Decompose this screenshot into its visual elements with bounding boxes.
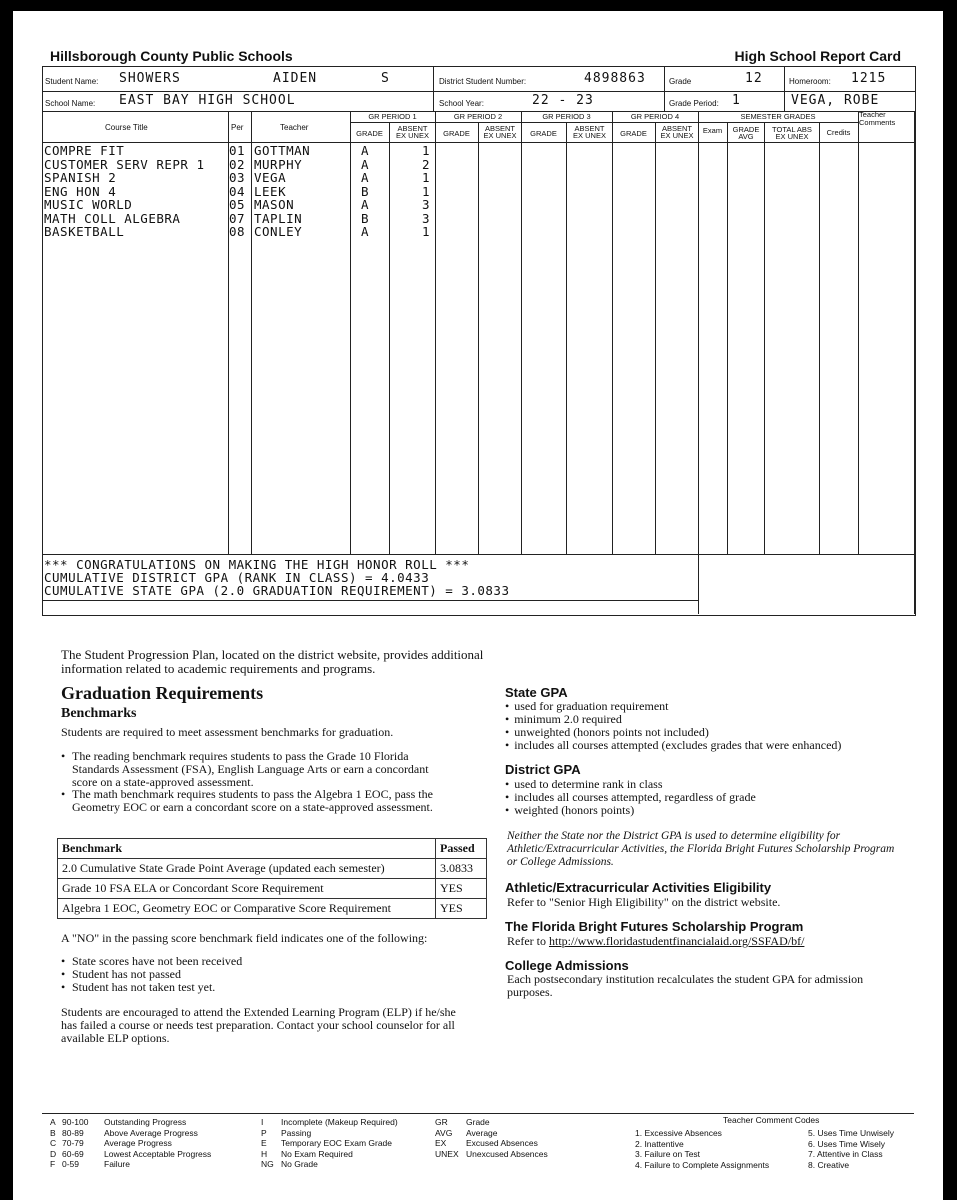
course-title: MATH COLL ALGEBRA bbox=[44, 210, 181, 226]
comment-code: 3. Failure on Test bbox=[635, 1149, 701, 1159]
no-bullet-dot-2: • bbox=[61, 967, 66, 981]
legend-row bbox=[435, 1117, 576, 1128]
comment-code: 1. Excessive Absences bbox=[635, 1128, 722, 1138]
mark-codes-legend bbox=[261, 1117, 431, 1170]
list-item-text: minimum 2.0 required bbox=[514, 712, 622, 726]
course-title: SPANISH 2 bbox=[44, 170, 117, 185]
legend-row bbox=[435, 1138, 576, 1149]
comment-code: 6. Uses Time Wisely bbox=[808, 1138, 885, 1149]
p1-exunex-header: EX UNEX bbox=[396, 131, 429, 140]
benchmark-name: Grade 10 FSA ELA or Concordant Score Requirement bbox=[58, 879, 436, 899]
list-item bbox=[505, 804, 756, 817]
homeroom-teacher-value: VEGA, ROBE bbox=[791, 93, 880, 108]
legend-code: E bbox=[261, 1138, 267, 1148]
grade-label: Grade bbox=[669, 77, 692, 86]
legend-range: 60-69 bbox=[62, 1148, 84, 1159]
p3-exunex-header: EX UNEX bbox=[573, 131, 606, 140]
legend-code: A bbox=[50, 1117, 56, 1127]
p4-grade-header: GRADE bbox=[620, 129, 647, 138]
legend-desc: Grade bbox=[466, 1117, 490, 1127]
school-year-value: 22 - 23 bbox=[532, 93, 594, 108]
legend-code: I bbox=[261, 1117, 264, 1127]
legend-row bbox=[261, 1138, 431, 1149]
student-name-label: Student Name: bbox=[45, 77, 99, 86]
legend-row bbox=[261, 1128, 431, 1139]
course-period: 05 bbox=[229, 197, 246, 212]
dsn-label: District Student Number: bbox=[439, 77, 527, 86]
state-gpa-title: State GPA bbox=[505, 685, 568, 700]
legend-code: AVG bbox=[435, 1127, 453, 1138]
gr-period-2-header: GR PERIOD 2 bbox=[453, 112, 503, 121]
legend-range: 80-89 bbox=[62, 1127, 84, 1138]
course-unexcused-p1: 1 bbox=[422, 183, 431, 199]
legend-desc: Temporary EOC Exam Grade bbox=[281, 1138, 393, 1148]
comment-code: 7. Attentive in Class bbox=[808, 1149, 883, 1159]
legend-row bbox=[261, 1159, 431, 1170]
athletic-eligibility-text: Refer to "Senior High Eligibility" on the district website. bbox=[507, 895, 781, 909]
benchmark-passed: 3.0833 bbox=[436, 859, 487, 879]
legend-row bbox=[50, 1159, 244, 1170]
legend-row bbox=[50, 1117, 244, 1128]
benchmark-passed: YES bbox=[436, 899, 487, 919]
athletic-eligibility-title: Athletic/Extracurricular Activities Eligibility bbox=[505, 880, 772, 895]
no-bullet-dot-1: • bbox=[61, 954, 66, 968]
school-name-value: EAST BAY HIGH SCHOOL bbox=[119, 93, 296, 108]
bench-bullet-dot-1: • bbox=[61, 749, 66, 763]
course-teacher: LEEK bbox=[254, 183, 287, 199]
course-title: CUSTOMER SERV REPR 1 bbox=[44, 156, 205, 172]
course-title-header: Course Title bbox=[105, 123, 148, 132]
legend-code: P bbox=[261, 1127, 267, 1138]
bullet-dot: • bbox=[505, 777, 510, 791]
legend-code: F bbox=[50, 1159, 56, 1169]
course-unexcused-p1: 2 bbox=[422, 156, 431, 172]
legend-range: 90-100 bbox=[62, 1117, 89, 1127]
benchmark-passed: YES bbox=[436, 879, 487, 899]
course-teacher: VEGA bbox=[254, 170, 287, 185]
course-title: COMPRE FIT bbox=[44, 143, 125, 158]
district-gpa-list bbox=[505, 778, 756, 817]
legend-row bbox=[50, 1128, 244, 1139]
comment-codes-left bbox=[635, 1128, 769, 1170]
bench-bullet-2: The math benchmark requires students to pass the Algebra 1 EOC, pass the Geometry EOC or earn a concordant score on a state-approved assessment. bbox=[72, 787, 433, 814]
table-row bbox=[58, 899, 487, 919]
grade-period-label: Grade Period: bbox=[669, 99, 719, 108]
legend-desc: No Grade bbox=[281, 1159, 318, 1169]
bullet-dot: • bbox=[505, 790, 510, 804]
comment-codes-right bbox=[808, 1128, 894, 1170]
benchmark-name: Algebra 1 EOC, Geometry EOC or Comparative Score Requirement bbox=[58, 899, 436, 919]
homeroom-value: 1215 bbox=[851, 71, 887, 86]
p2-exunex-header: EX UNEX bbox=[483, 131, 517, 140]
bright-futures-prefix: Refer to bbox=[507, 934, 549, 948]
no-bullet-3: Student has not taken test yet. bbox=[72, 980, 216, 994]
honor-roll-message: *** CONGRATULATIONS ON MAKING THE HIGH HONOR ROLL *** bbox=[44, 557, 470, 572]
p1-grade-header: GRADE bbox=[356, 129, 383, 138]
course-teacher: CONLEY bbox=[254, 224, 303, 239]
school-name-label: School Name: bbox=[45, 99, 96, 108]
course-unexcused-p1: 3 bbox=[422, 197, 431, 212]
legend-desc: Above Average Progress bbox=[104, 1127, 198, 1138]
district-title: Hillsborough County Public Schools bbox=[50, 48, 293, 64]
legend-desc: Average bbox=[466, 1127, 498, 1138]
legend-desc: Failure bbox=[104, 1159, 130, 1169]
comment-code: 8. Creative bbox=[808, 1159, 850, 1170]
course-grade-p1: A bbox=[361, 197, 370, 212]
no-indicates-text: A "NO" in the passing score benchmark field indicates one of the following: bbox=[61, 931, 428, 945]
school-year-label: School Year: bbox=[439, 99, 484, 108]
course-teacher: MURPHY bbox=[254, 156, 303, 172]
legend-desc: Lowest Acceptable Progress bbox=[104, 1148, 212, 1159]
total-exunex-header: EX UNEX bbox=[775, 132, 809, 141]
legend-row bbox=[261, 1117, 431, 1128]
no-bullet-2: Student has not passed bbox=[72, 967, 181, 981]
legend-row bbox=[435, 1128, 576, 1139]
bench-bullet-1: The reading benchmark requires students to pass the Grade 10 Florida Standards Assessment (FSA), English Language Arts or earn a concordant score on a state-approved assessment. bbox=[72, 749, 429, 789]
comment-code: 2. Inattentive bbox=[635, 1138, 684, 1149]
gr-period-1-header: GR PERIOD 1 bbox=[368, 112, 417, 121]
course-grade-p1: A bbox=[361, 170, 370, 185]
student-middle-initial: S bbox=[381, 71, 390, 86]
course-period: 02 bbox=[229, 156, 246, 172]
legend-range: 70-79 bbox=[62, 1138, 84, 1148]
legend-desc: Average Progress bbox=[104, 1138, 172, 1148]
grade-value: 12 bbox=[745, 71, 763, 86]
course-title: MUSIC WORLD bbox=[44, 197, 133, 212]
legend-code: B bbox=[50, 1127, 56, 1138]
course-unexcused-p1: 1 bbox=[422, 143, 431, 158]
legend-code: D bbox=[50, 1148, 57, 1159]
teacher-comment-codes-title: Teacher Comment Codes bbox=[723, 1115, 820, 1125]
course-teacher: GOTTMAN bbox=[254, 143, 311, 158]
list-item bbox=[505, 739, 841, 752]
p3-absent-header: ABSENT bbox=[574, 124, 605, 133]
legend-desc: Passing bbox=[281, 1127, 312, 1138]
teacher-header: Teacher bbox=[280, 123, 309, 132]
bullet-dot: • bbox=[505, 803, 510, 817]
p2-absent-header: ABSENT bbox=[484, 124, 515, 133]
list-item-text: used to determine rank in class bbox=[514, 777, 663, 791]
grade-avg-header: GRADE AVG bbox=[732, 125, 760, 141]
exam-header: Exam bbox=[702, 126, 723, 135]
p2-grade-header: GRADE bbox=[443, 129, 470, 138]
total-abs-header: TOTAL ABS bbox=[772, 125, 812, 134]
college-admissions-text: Each postsecondary institution recalculates the student GPA for admission purposes. bbox=[507, 972, 864, 999]
p3-grade-header: GRADE bbox=[530, 129, 557, 138]
credits-header: Credits bbox=[826, 128, 851, 137]
legend-desc: Unexcused Absences bbox=[466, 1148, 548, 1159]
bullet-dot: • bbox=[505, 699, 510, 713]
bright-futures-text bbox=[507, 934, 804, 949]
list-item-text: includes all courses attempted, regardless of grade bbox=[514, 790, 756, 804]
course-grade-p1: A bbox=[361, 156, 370, 172]
legend-row bbox=[50, 1138, 244, 1149]
list-item-text: unweighted (honors points not included) bbox=[514, 725, 709, 739]
legend-row bbox=[50, 1149, 244, 1160]
no-bullet-1: State scores have not been received bbox=[72, 954, 243, 968]
benchmarks-title: Benchmarks bbox=[61, 706, 137, 721]
course-unexcused-p1: 1 bbox=[422, 170, 431, 185]
course-grade-p1: B bbox=[361, 210, 370, 226]
report-card-page bbox=[13, 11, 943, 1200]
student-last-name: SHOWERS bbox=[119, 71, 181, 86]
dsn-value: 4898863 bbox=[584, 71, 646, 86]
course-period: 07 bbox=[229, 210, 246, 226]
teacher-comments-header: Teacher Comments bbox=[859, 110, 896, 127]
course-unexcused-p1: 3 bbox=[422, 210, 431, 226]
course-period: 08 bbox=[229, 224, 246, 239]
bright-futures-title: The Florida Bright Futures Scholarship Program bbox=[505, 919, 804, 934]
table-row bbox=[58, 879, 487, 899]
list-item-text: used for graduation requirement bbox=[514, 699, 669, 713]
per-header: Per bbox=[231, 123, 244, 132]
legend-range: 0-59 bbox=[62, 1159, 80, 1169]
course-unexcused-p1: 1 bbox=[422, 224, 431, 239]
legend-desc: Outstanding Progress bbox=[104, 1117, 187, 1127]
p4-absent-header: ABSENT bbox=[661, 124, 692, 133]
course-title: BASKETBALL bbox=[44, 224, 125, 239]
legend-code: GR bbox=[435, 1117, 448, 1127]
report-title: High School Report Card bbox=[734, 48, 901, 64]
p4-exunex-header: EX UNEX bbox=[660, 131, 694, 140]
grade-scale-legend bbox=[50, 1117, 244, 1170]
course-period: 01 bbox=[229, 143, 246, 158]
gr-period-4-header: GR PERIOD 4 bbox=[630, 112, 680, 121]
course-grade-p1: A bbox=[361, 143, 370, 158]
course-teacher: MASON bbox=[254, 197, 295, 212]
course-grade-p1: A bbox=[361, 224, 370, 239]
legend-row bbox=[435, 1149, 576, 1160]
legend-desc: No Exam Required bbox=[281, 1148, 353, 1159]
course-grade-p1: B bbox=[361, 183, 370, 199]
gr-period-3-header: GR PERIOD 3 bbox=[542, 112, 591, 121]
bench-bullet-dot-2: • bbox=[61, 787, 66, 801]
course-teacher: TAPLIN bbox=[254, 210, 303, 226]
no-bullet-dot-3: • bbox=[61, 980, 66, 994]
state-gpa-list bbox=[505, 700, 841, 752]
legend-desc: Incomplete (Makeup Required) bbox=[281, 1117, 398, 1127]
legend-code: C bbox=[50, 1138, 57, 1148]
report-table-frame bbox=[42, 66, 916, 616]
bullet-dot: • bbox=[505, 712, 510, 726]
grade-period-value: 1 bbox=[732, 93, 741, 108]
benchmark-col-header: Benchmark bbox=[58, 839, 436, 859]
legend-code: UNEX bbox=[435, 1148, 459, 1159]
table-row bbox=[58, 859, 487, 879]
passed-col-header: Passed bbox=[436, 839, 487, 859]
p1-absent-header: ABSENT bbox=[397, 124, 428, 133]
district-gpa-title: District GPA bbox=[505, 762, 581, 777]
list-item-text: weighted (honors points) bbox=[514, 803, 635, 817]
list-item-text: includes all courses attempted (excludes grades that were enhanced) bbox=[514, 738, 842, 752]
course-period: 03 bbox=[229, 170, 246, 185]
elp-text: Students are encouraged to attend the Extended Learning Program (ELP) if he/she has failed a course or needs test preparation. Contact your school counselor for all available ELP options. bbox=[61, 1005, 456, 1045]
graduation-requirements-title: Graduation Requirements bbox=[61, 683, 264, 703]
bullet-dot: • bbox=[505, 738, 510, 752]
legend-row bbox=[261, 1149, 431, 1160]
comment-code: 4. Failure to Complete Assignments bbox=[635, 1159, 770, 1170]
course-period: 04 bbox=[229, 183, 246, 199]
student-progression-plan-text: The Student Progression Plan, located on the district website, provides additional information related to academic requirements and programs. bbox=[61, 647, 484, 676]
comment-code: 5. Uses Time Unwisely bbox=[808, 1128, 894, 1138]
legend-desc: Excused Absences bbox=[466, 1138, 538, 1148]
bright-futures-link[interactable]: http://www.floridastudentfinancialaid.org/SSFAD/bf/ bbox=[548, 934, 805, 948]
semester-grades-header: SEMESTER GRADES bbox=[740, 112, 816, 121]
state-gpa-message: CUMULATIVE STATE GPA (2.0 GRADUATION REQUIREMENT) = 3.0833 bbox=[44, 583, 510, 598]
benchmark-name: 2.0 Cumulative State Grade Point Average (updated each semester) bbox=[58, 859, 436, 879]
course-title: ENG HON 4 bbox=[44, 183, 117, 199]
abbreviations-legend bbox=[435, 1117, 576, 1159]
district-gpa-message: CUMULATIVE DISTRICT GPA (RANK IN CLASS) = 4.0433 bbox=[44, 570, 430, 585]
legend-code: EX bbox=[435, 1138, 447, 1148]
bullet-dot: • bbox=[505, 725, 510, 739]
college-admissions-title: College Admissions bbox=[505, 958, 629, 973]
legend-code: NG bbox=[261, 1159, 274, 1169]
legend-code: H bbox=[261, 1148, 268, 1159]
benchmark-table bbox=[57, 838, 487, 919]
neither-gpa-note: Neither the State nor the District GPA is used to determine eligibility for Athletic/Extracurricular Activities, the Florida Bright Futures Scholarship Program or College Admissions. bbox=[507, 830, 895, 868]
benchmarks-intro: Students are required to meet assessment benchmarks for graduation. bbox=[61, 725, 394, 739]
homeroom-label: Homeroom: bbox=[789, 77, 831, 86]
student-first-name: AIDEN bbox=[273, 71, 318, 86]
